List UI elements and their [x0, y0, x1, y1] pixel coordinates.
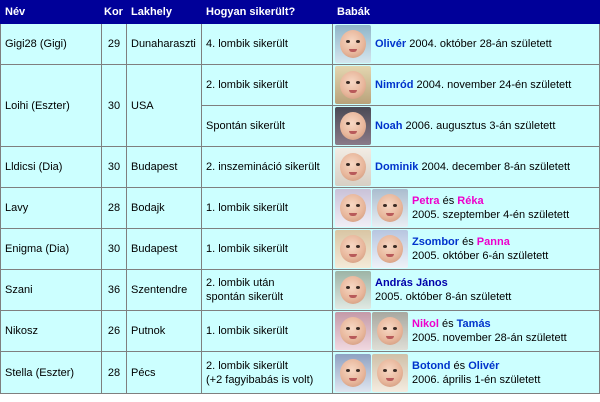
baby-photo: [372, 189, 408, 227]
cell-lakhely: Budapest: [127, 147, 202, 188]
baby-birth: 2005. szeptember 4-én született: [412, 209, 570, 221]
baby-photo: [372, 312, 408, 350]
baby-and: és: [439, 195, 458, 207]
baby-birth: 2004. december 8-án született: [418, 161, 571, 173]
cell-kor: 36: [102, 270, 127, 311]
baby-and: és: [459, 236, 477, 248]
baby-name: Zsombor: [412, 236, 460, 248]
table-row: [1, 24, 600, 65]
table-row: [1, 147, 600, 188]
cell-kor: 26: [102, 311, 127, 352]
cell-hogyan: 2. lombik sikerült: [202, 65, 333, 106]
cell-babak: [333, 229, 600, 270]
cell-kor: 30: [102, 229, 127, 270]
cell-nev: Nikosz: [1, 311, 102, 352]
cell-nev: Lldicsi (Dia): [1, 147, 102, 188]
cell-babak: [333, 24, 600, 65]
cell-hogyan: 1. lombik sikerült: [202, 311, 333, 352]
header-nev: Név: [1, 1, 102, 24]
baby-birth: 2005. október 8-án született: [375, 291, 512, 303]
baby-name: Olivér: [468, 359, 500, 372]
baby-name: András János: [375, 277, 448, 289]
cell-kor: 30: [102, 147, 127, 188]
baby-name: Olivér: [375, 38, 407, 50]
baby-name: Dominik: [375, 161, 419, 173]
cell-nev: Enigma (Dia): [1, 229, 102, 270]
header-hogyan: Hogyan sikerült?: [202, 1, 333, 24]
baby-photo: [335, 189, 371, 227]
cell-lakhely: Bodajk: [127, 188, 202, 229]
table-row: [1, 229, 600, 270]
baby-and: és: [450, 359, 469, 372]
cell-babak: [333, 188, 600, 229]
header-kor: Kor: [102, 1, 127, 24]
baby-birth: 2004. november 24-én született: [413, 79, 572, 91]
cell-kor: 28: [102, 188, 127, 229]
cell-nev-text: Loihi (Eszter): [5, 99, 70, 112]
table-row: [1, 188, 600, 229]
cell-hogyan-line2: spontán sikerült: [206, 291, 284, 303]
cell-hogyan-line1: 2. lombik után: [206, 277, 275, 289]
baby-name: Noah: [375, 120, 403, 132]
baby-photo: [372, 230, 408, 268]
baby-birth: 2006. április 1-én született: [412, 373, 541, 386]
cell-hogyan-line2: (+2 fagyibabás is volt): [206, 373, 314, 386]
cell-hogyan: 4. lombik sikerült: [202, 24, 333, 65]
baby-name: Panna: [476, 236, 510, 248]
baby-photo: [335, 230, 371, 268]
cell-babak: [333, 147, 600, 188]
cell-hogyan: [202, 270, 333, 311]
baby-photo: [335, 148, 371, 186]
baby-photo: [335, 25, 371, 63]
baby-name: Nimród: [375, 79, 414, 91]
cell-babak: [333, 270, 600, 311]
cell-babak: [333, 106, 600, 147]
baby-birth: 2005. október 6-án született: [412, 250, 549, 262]
baby-name: Réka: [457, 195, 484, 207]
cell-hogyan-line1: 2. lombik sikerült: [206, 359, 288, 372]
cell-hogyan: 2. inszemináció sikerült: [202, 147, 333, 188]
baby-photo: [335, 107, 371, 145]
table-row: [1, 65, 600, 106]
baby-name: Botond: [412, 359, 451, 372]
cell-nev: Gigi28 (Gigi): [1, 24, 102, 65]
header-babak: Babák: [333, 1, 600, 24]
table-row: [1, 311, 600, 352]
baby-and: és: [438, 318, 457, 330]
baby-birth: 2004. október 28-án született: [406, 38, 552, 50]
baby-name: Nikol: [412, 318, 439, 330]
cell-kor: 29: [102, 24, 127, 65]
cell-kor: 30: [102, 65, 127, 147]
baby-photo: [335, 312, 371, 350]
baby-name: Petra: [412, 195, 440, 207]
cell-babak: [333, 311, 600, 352]
cell-babak: [333, 65, 600, 106]
header-lakhely: Lakhely: [127, 1, 202, 24]
baby-photo: [335, 66, 371, 104]
cell-lakhely: Putnok: [127, 311, 202, 352]
cell-lakhely: Budapest: [127, 229, 202, 270]
cell-hogyan: 1. lombik sikerült: [202, 229, 333, 270]
baby-birth: 2006. augusztus 3-án született: [402, 120, 556, 132]
table-row: [1, 352, 600, 394]
cell-lakhely: Pécs: [127, 352, 202, 394]
cell-babak: [333, 352, 600, 394]
baby-photo: [372, 354, 408, 392]
cell-lakhely: Dunaharaszti: [127, 24, 202, 65]
baby-photo: [335, 354, 371, 392]
cell-lakhely: Szentendre: [127, 270, 202, 311]
baby-photo: [335, 271, 371, 309]
table-row: [1, 270, 600, 311]
cell-hogyan: 1. lombik sikerült: [202, 188, 333, 229]
header-row: [1, 1, 600, 24]
cell-nev: Lavy: [1, 188, 102, 229]
cell-lakhely: USA: [127, 65, 202, 147]
cell-kor: 28: [102, 352, 127, 394]
cell-hogyan: [202, 352, 333, 394]
cell-nev: [1, 65, 102, 147]
cell-nev: Stella (Eszter): [1, 352, 102, 394]
baby-birth: 2005. november 28-án született: [412, 332, 567, 344]
cell-hogyan: Spontán sikerült: [202, 106, 333, 147]
cell-nev: Szani: [1, 270, 102, 311]
baby-name: Tamás: [456, 318, 491, 330]
